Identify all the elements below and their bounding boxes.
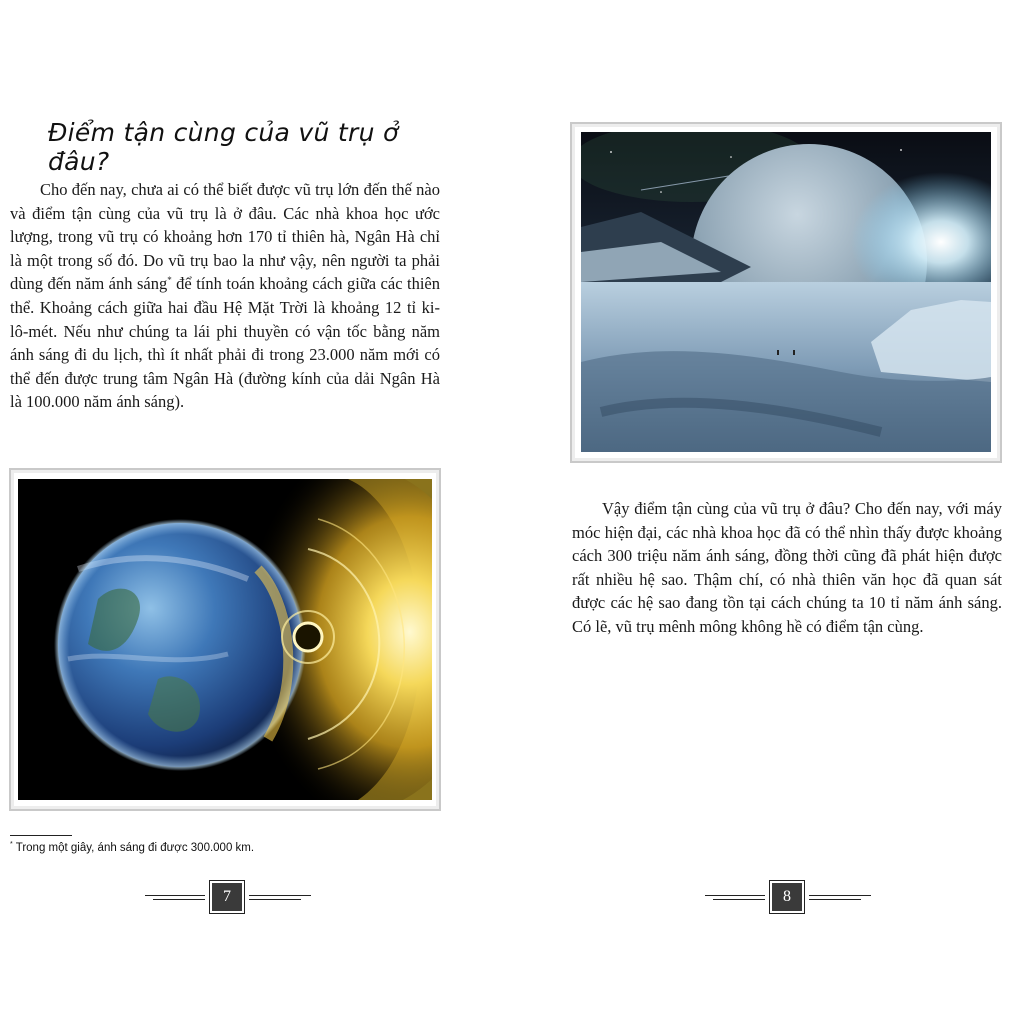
- icy-planet-landscape-image: [581, 132, 991, 452]
- footnote-marker-ref: *: [10, 841, 13, 848]
- page-number-ornament-line: [153, 899, 205, 900]
- footnote-divider: [10, 835, 72, 836]
- page-number-label: 8: [772, 883, 802, 911]
- left-paragraph-part2: để tính toán khoảng cách giữa các thiên thể. Khoảng cách giữa hai đầu Hệ Mặt Trời là khoảng 12 tỉ ki-lô-mét. Nếu như chúng ta lái phi thuyền có vận tốc bằng năm ánh sáng đi du lịch, thì ít nhất phải đi trong 23.000 năm mới có thể đến được trung tâm Ngân Hà (đường kính của dải Ngân Hà là 100.000 năm ánh sáng).: [10, 274, 440, 412]
- earth-illustration: [18, 479, 432, 800]
- page-number-ornament-line: [705, 895, 765, 896]
- right-paragraph: Vậy điểm tận cùng của vũ trụ ở đâu? Cho đến nay, với máy móc hiện đại, các nhà khoa học đã có thể nhìn thấy được khoảng cách 300 triệu năm ánh sáng, đồng thời cũng đã phát hiện được rất nhiều hệ sao. Thậm chí, có nhà thiên văn học đã quan sát được các hệ sao đang tồn tại cách chúng ta 10 tỉ năm ánh sáng. Có lẽ, vũ trụ mênh mông không hề có điểm tận cùng.: [572, 499, 1002, 636]
- page-number-ornament-line: [713, 899, 765, 900]
- page-number-ornament-line: [145, 895, 205, 896]
- earth-photo-frame: [9, 468, 441, 811]
- left-paragraph-part1: Cho đến nay, chưa ai có thể biết được vũ trụ lớn đến thế nào và điểm tận cùng của vũ trụ là ở đâu. Các nhà khoa học ước lượng, trong vũ trụ có khoảng hơn 170 tỉ thiên hà, Ngân Hà chỉ là một trong số đó. Do vũ trụ bao la như vậy, nên người ta phải dùng đến năm ánh sáng: [10, 180, 440, 294]
- icy-landscape-illustration: [581, 132, 991, 452]
- page-number-ornament-line: [249, 899, 301, 900]
- footnote: [10, 842, 430, 854]
- page-number-box: [769, 880, 805, 914]
- page-number-7: [145, 880, 315, 914]
- page-number-ornament-line: [249, 895, 311, 896]
- left-paragraph: [10, 178, 440, 414]
- page-number-8: [705, 880, 875, 914]
- footnote-text: Trong một giây, ánh sáng đi được 300.000 km.: [15, 842, 255, 854]
- earth-solar-flare-image: [18, 479, 432, 800]
- chapter-title: Điểm tận cùng của vũ trụ ở đâu?: [48, 118, 399, 176]
- page-number-box: [209, 880, 245, 914]
- page-number-ornament-line: [809, 899, 861, 900]
- footnote-marker: *: [167, 275, 172, 286]
- moon-landscape-photo-frame: [570, 122, 1002, 463]
- page-number-label: 7: [212, 883, 242, 911]
- page-number-ornament-line: [809, 895, 871, 896]
